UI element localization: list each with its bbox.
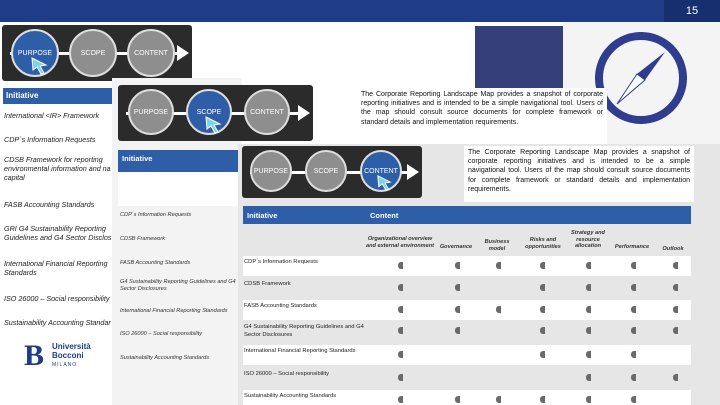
- coverage-mark: [586, 306, 591, 313]
- content-table-header: [243, 206, 691, 224]
- row-label: FASB Accounting Standards: [244, 303, 317, 309]
- column-header: Strategy and resource allocation: [571, 230, 605, 249]
- top-bar: [0, 0, 720, 22]
- initiative-header: Initiative: [3, 88, 112, 104]
- mouse-pointer-icon: [204, 115, 224, 135]
- step-content[interactable]: CONTENT: [127, 29, 175, 77]
- arrow-right-icon: [177, 45, 189, 61]
- column-header: Risks and opportunities: [525, 237, 561, 250]
- row-label: CDP´s Information Requests: [244, 259, 318, 265]
- content-column-header: Content: [370, 211, 399, 220]
- coverage-mark: [586, 396, 591, 403]
- coverage-mark: [496, 396, 501, 403]
- table-row: [243, 390, 691, 405]
- list-item: CDP´s Information Requests: [4, 135, 96, 144]
- logo-letter: B: [24, 339, 45, 372]
- coverage-mark: [631, 306, 636, 313]
- coverage-mark: [398, 306, 403, 313]
- logo-line-3: MILANO: [52, 362, 78, 368]
- step-purpose[interactable]: PURPOSE: [128, 89, 174, 135]
- coverage-mark: [631, 262, 636, 269]
- table-row: [243, 321, 691, 341]
- column-header: Organizational overview and external environment: [365, 236, 435, 249]
- row-label: G4 Sustainability Reporting Guidelines and G4 Sector Disclosures: [244, 324, 364, 338]
- coverage-mark: [398, 374, 403, 381]
- table-row: [243, 278, 691, 298]
- column-header: Performance: [614, 244, 650, 250]
- row-label: International Financial Reporting Standards: [244, 348, 356, 354]
- coverage-mark: [540, 284, 545, 291]
- coverage-mark: [398, 284, 403, 291]
- step-scope[interactable]: SCOPE: [186, 89, 232, 135]
- table-row: [243, 300, 691, 320]
- blank-area: [118, 172, 242, 206]
- coverage-mark: [398, 327, 403, 334]
- step-content[interactable]: CONTENT: [360, 150, 402, 192]
- list-item: FASB Accounting Standards: [4, 200, 95, 209]
- coverage-mark: [455, 396, 460, 403]
- list-item: Sustainability Accounting Standar: [4, 318, 111, 327]
- list-item: CDSB Framework for reporting environmental information and na capital: [4, 155, 111, 182]
- column-header: Governance: [439, 244, 473, 250]
- mouse-pointer-icon: [30, 56, 50, 76]
- coverage-mark: [673, 284, 678, 291]
- mouse-pointer-icon: [376, 174, 394, 192]
- coverage-mark: [540, 351, 545, 358]
- step-nav-purpose: [2, 25, 192, 81]
- list-item: ISO 26000 – Social responsibility: [120, 331, 203, 337]
- logo-line-1: Università: [52, 342, 91, 351]
- coverage-mark: [631, 374, 636, 381]
- page-number: 15: [664, 0, 720, 22]
- coverage-mark: [398, 262, 403, 269]
- step-content[interactable]: CONTENT: [244, 89, 290, 135]
- initiative-header: Initiative: [118, 150, 242, 172]
- step-nav-scope: [118, 85, 313, 141]
- coverage-mark: [673, 306, 678, 313]
- list-item: CDSB Framework: [120, 236, 166, 242]
- description-text: The Corporate Reporting Landscape Map provides a snapshot of corporate reporting initiatives and is intended to be a simple navigational tool. Users of the map should consult source documents for complete framework or standard details and implementation requirements.: [357, 88, 607, 144]
- list-item: International <IR> Framework: [4, 111, 100, 120]
- list-item: International Financial Reporting Standards: [120, 308, 228, 314]
- coverage-mark: [540, 327, 545, 334]
- table-row: [243, 345, 691, 365]
- description-text: The Corporate Reporting Landscape Map provides a snapshot of corporate reporting initiatives and is intended to be a simple navigational tool. Users of the map should consult source documents for complete framework or standard details and implementation requirements.: [464, 146, 694, 202]
- column-header: Business model: [484, 239, 510, 252]
- row-label: CDSB Framework: [244, 281, 291, 287]
- list-item: Sustainability Accounting Standards: [120, 355, 210, 361]
- list-item: ISO 26000 – Social responsibility: [4, 294, 110, 303]
- step-scope[interactable]: SCOPE: [69, 29, 117, 77]
- list-item: FASB Accounting Standards: [120, 260, 191, 266]
- list-item: G4 Sustainability Reporting Guidelines and G4 Sector Disclosures: [120, 279, 236, 292]
- coverage-mark: [398, 351, 403, 358]
- row-label: ISO 26000 – Social responsibility: [244, 371, 330, 377]
- coverage-mark: [496, 262, 501, 269]
- coverage-mark: [586, 327, 591, 334]
- coverage-mark: [540, 262, 545, 269]
- coverage-mark: [586, 284, 591, 291]
- coverage-mark: [455, 284, 460, 291]
- coverage-mark: [673, 327, 678, 334]
- coverage-mark: [398, 396, 403, 403]
- coverage-mark: [631, 396, 636, 403]
- list-item: International Financial Reporting Standards: [4, 259, 108, 277]
- coverage-mark: [540, 396, 545, 403]
- step-purpose[interactable]: PURPOSE: [11, 29, 59, 77]
- initiative-column-header: Initiative: [247, 211, 278, 220]
- coverage-mark: [455, 327, 460, 334]
- coverage-mark: [496, 306, 501, 313]
- column-header: Outlook: [662, 246, 684, 252]
- arrow-right-icon: [298, 105, 310, 121]
- coverage-mark: [455, 262, 460, 269]
- step-purpose[interactable]: PURPOSE: [250, 150, 292, 192]
- list-item: GRI G4 Sustainability Reporting Guidelines and G4 Sector Disclos: [4, 224, 112, 242]
- table-row: [243, 256, 691, 276]
- arrow-right-icon: [407, 164, 419, 180]
- step-scope[interactable]: SCOPE: [305, 150, 347, 192]
- coverage-mark: [586, 262, 591, 269]
- coverage-mark: [455, 306, 460, 313]
- coverage-mark: [631, 327, 636, 334]
- coverage-mark: [586, 351, 591, 358]
- coverage-mark: [673, 374, 678, 381]
- coverage-mark: [631, 284, 636, 291]
- step-nav-content: [242, 146, 422, 198]
- coverage-mark: [540, 306, 545, 313]
- logo-line-2: Bocconi: [52, 351, 84, 360]
- table-row: [243, 368, 691, 388]
- coverage-mark: [631, 351, 636, 358]
- coverage-mark: [673, 262, 678, 269]
- coverage-mark: [586, 374, 591, 381]
- list-item: CDP´s Information Requests: [120, 212, 192, 218]
- row-label: Sustainability Accounting Standards: [244, 393, 337, 399]
